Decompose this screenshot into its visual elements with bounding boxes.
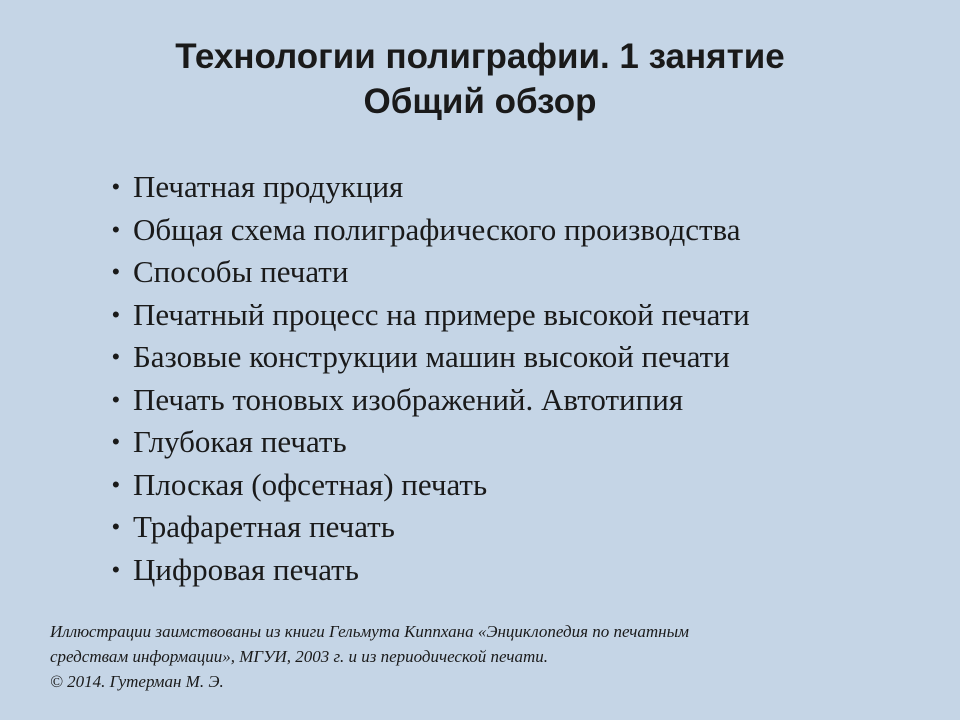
title-line-1: Технологии полиграфии. 1 занятие (175, 37, 785, 76)
bullet-icon: • (112, 216, 120, 242)
list-item-text: Цифровая печать (133, 551, 359, 587)
bullet-icon: • (112, 429, 120, 454)
list-item (110, 294, 750, 337)
list-item (110, 464, 750, 507)
list-item-text: Трафаретная печать (133, 509, 395, 544)
footer-line-2: средствам информации», МГУИ, 2003 г. и из периодической печати. (50, 647, 548, 666)
list-item-text: Глубокая печать (133, 424, 347, 459)
list-item-text: Плоская (офсетная) печать (133, 466, 488, 502)
bullet-icon: • (112, 259, 120, 284)
list-item (110, 506, 750, 549)
bullet-icon: • (112, 514, 120, 539)
slide-title (0, 34, 960, 124)
list-item (110, 251, 750, 294)
topic-list (110, 166, 750, 591)
footer-line-1: Иллюстрации заимствованы из книги Гельмута Киппхана «Энциклопедия по печатным (50, 622, 689, 641)
list-item-text: Печатный процесс на примере высокой печати (133, 296, 750, 332)
list-item-text: Способы печати (133, 254, 349, 289)
list-item-text: Печатная продукция (133, 169, 404, 204)
title-line-2: Общий обзор (363, 82, 597, 121)
bullet-icon: • (112, 386, 120, 412)
footer-note (50, 619, 930, 694)
list-item (110, 209, 750, 252)
list-item (110, 166, 750, 209)
list-item (110, 336, 750, 379)
bullet-icon: • (112, 471, 120, 497)
bullet-icon: • (112, 344, 120, 369)
bullet-icon: • (112, 556, 120, 582)
copyright-line: © 2014. Гутерман М. Э. (50, 672, 224, 691)
bullet-icon: • (112, 174, 120, 199)
list-item (110, 421, 750, 464)
list-item (110, 549, 750, 592)
list-item (110, 379, 750, 422)
list-item-text: Печать тоновых изображений. Автотипия (133, 381, 684, 417)
list-item-text: Базовые конструкции машин высокой печати (133, 339, 730, 374)
list-item-text: Общая схема полиграфического производства (133, 211, 741, 247)
bullet-icon: • (112, 301, 120, 327)
